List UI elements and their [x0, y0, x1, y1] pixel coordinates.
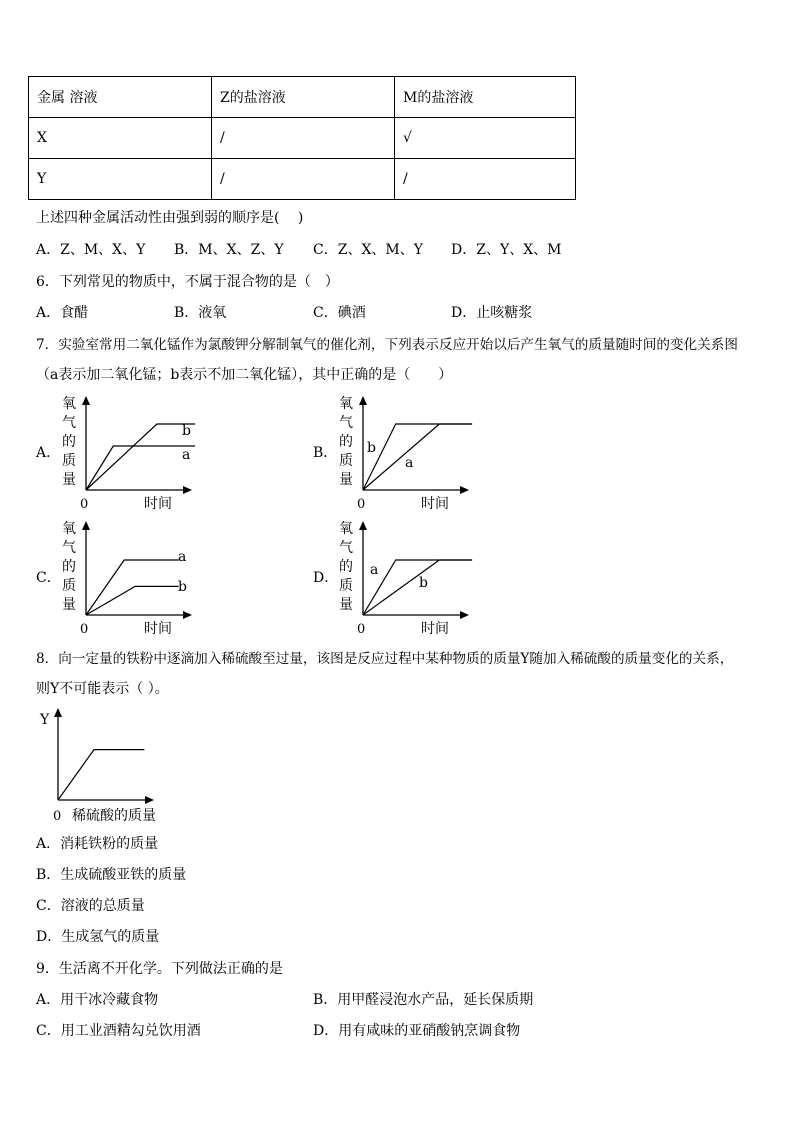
q8-option-b[interactable]: B．生成硫酸亚铁的质量	[36, 867, 187, 883]
y-axis-label-char: 量	[62, 597, 76, 613]
origin-label: 0	[357, 622, 366, 637]
q5-option-d[interactable]: D．Z、Y、X、M	[451, 242, 562, 258]
series-b-label: b	[419, 575, 428, 591]
q7-option-a[interactable]: A．	[36, 445, 61, 461]
x-axis-label: 时间	[144, 621, 172, 637]
y-axis-label-char: 的	[62, 559, 76, 575]
q5-option-a[interactable]: A．Z、M、X、Y	[36, 242, 146, 258]
q9-option-d[interactable]: D．用有咸味的亚硝酸钠烹调食物	[313, 1023, 521, 1039]
table-header-cell: M的盐溶液	[395, 77, 576, 118]
x-axis-label: 稀硫酸的质量	[72, 808, 156, 824]
table-cell: /	[212, 118, 395, 159]
series-a-line	[86, 446, 195, 490]
q5-option-b[interactable]: B．M、X、Z、Y	[174, 242, 284, 258]
x-axis-arrow	[145, 796, 154, 804]
q8-option-a[interactable]: A．消耗铁粉的质量	[36, 836, 159, 852]
q9-option-c[interactable]: C．用工业酒精勾兑饮用酒	[36, 1023, 201, 1039]
table-header-cell: Z的盐溶液	[212, 77, 395, 118]
origin-label: 0	[357, 497, 366, 512]
x-axis-arrow	[460, 611, 469, 619]
series-b-line	[363, 424, 472, 490]
origin-label: 0	[53, 809, 62, 824]
table-row	[29, 159, 576, 200]
chart-q8	[36, 706, 176, 826]
y-axis-label-char: 气	[339, 540, 353, 556]
q6-option-c[interactable]: C．碘酒	[313, 305, 366, 321]
y-axis-label-char: 氧	[62, 521, 76, 537]
series-y-line	[58, 750, 144, 800]
y-axis-arrow	[82, 396, 90, 405]
chart-b	[333, 394, 483, 514]
x-axis-label: 时间	[144, 496, 172, 512]
q5-stem: 上述四种金属活动性由强到弱的顺序是( )	[36, 210, 304, 226]
chart-c	[56, 519, 206, 639]
y-axis-label-char: 气	[62, 415, 76, 431]
y-axis-arrow	[82, 521, 90, 530]
series-a-label: a	[405, 455, 414, 471]
origin-label: 0	[80, 622, 89, 637]
q8-option-c[interactable]: C．溶液的总质量	[36, 898, 145, 914]
series-b-line	[86, 424, 195, 490]
table-row	[29, 118, 576, 159]
q9-stem: 9．生活离不开化学。下列做法正确的是	[36, 961, 283, 977]
q6-option-a[interactable]: A．食醋	[36, 305, 89, 321]
y-axis-arrow	[54, 708, 62, 717]
y-axis-label-char: 量	[62, 472, 76, 488]
y-axis-arrow	[359, 521, 367, 530]
y-axis-arrow	[359, 396, 367, 405]
q8-stem-line1: 8．向一定量的铁粉中逐滴加入稀硫酸至过量，该图是反应过程中某种物质的质量Y随加入稀硫酸的质量变化的关系，	[36, 651, 734, 667]
q7-option-d[interactable]: D．	[313, 570, 339, 586]
y-axis-label-char: 气	[62, 540, 76, 556]
y-axis-label-char: 质	[339, 578, 353, 594]
x-axis-label: 时间	[421, 496, 449, 512]
q7-option-b[interactable]: B．	[313, 445, 338, 461]
q8-option-d[interactable]: D．生成氢气的质量	[36, 929, 160, 945]
q9-option-a[interactable]: A．用干冰冷藏食物	[36, 992, 159, 1008]
y-axis-label-char: 质	[339, 453, 353, 469]
y-axis-label-char: 质	[62, 453, 76, 469]
y-axis-label-char: 氧	[339, 396, 353, 412]
q5-option-c[interactable]: C．Z、X、M、Y	[313, 242, 423, 258]
series-b-label: b	[367, 440, 376, 456]
series-b-label: b	[178, 579, 187, 595]
q9-option-b[interactable]: B．用甲醛浸泡水产品，延长保质期	[313, 992, 534, 1008]
y-axis-label-char: 氧	[339, 521, 353, 537]
table-cell: /	[212, 159, 395, 200]
y-axis-label-char: 的	[62, 434, 76, 450]
y-axis-label: Y	[40, 712, 50, 728]
chart-a	[56, 394, 206, 514]
q6-option-d[interactable]: D．止咳糖浆	[451, 305, 533, 321]
q6-stem: 6．下列常见的物质中，不属于混合物的是（ ）	[36, 274, 339, 290]
table-cell: X	[29, 118, 212, 159]
series-a-label: a	[370, 562, 379, 578]
y-axis-label-char: 量	[339, 472, 353, 488]
table-header-row	[29, 77, 576, 118]
y-axis-label-char: 氧	[62, 396, 76, 412]
x-axis-label: 时间	[421, 621, 449, 637]
series-b-label: b	[182, 423, 191, 439]
series-a-label: a	[178, 549, 187, 565]
table-cell: √	[395, 118, 576, 159]
x-axis-arrow	[183, 486, 192, 494]
x-axis-arrow	[460, 486, 469, 494]
q7-stem-line2: （a表示加二氧化锰；b表示不加二氧化锰），其中正确的是（ ）	[36, 367, 453, 383]
q7-stem-line1: 7．实验室常用二氧化锰作为氯酸钾分解制氧气的催化剂，下列表示反应开始以后产生氧气的质量随时间的变化关系图	[36, 337, 738, 353]
y-axis-label-char: 量	[339, 597, 353, 613]
table-header-cell: 金属 溶液	[29, 77, 212, 118]
series-a-label: a	[182, 447, 191, 463]
series-b-line	[86, 586, 179, 615]
q8-stem-line2: 则Y不可能表示（ ）。	[36, 681, 169, 697]
q6-option-b[interactable]: B．液氧	[174, 305, 227, 321]
y-axis-label-char: 的	[339, 559, 353, 575]
metal-reaction-table	[28, 76, 576, 200]
y-axis-label-char: 气	[339, 415, 353, 431]
series-a-line	[363, 560, 472, 615]
q7-option-c[interactable]: C．	[36, 570, 61, 586]
table-cell: /	[395, 159, 576, 200]
y-axis-label-char: 的	[339, 434, 353, 450]
origin-label: 0	[80, 497, 89, 512]
y-axis-label-char: 质	[62, 578, 76, 594]
x-axis-arrow	[183, 611, 192, 619]
table-cell: Y	[29, 159, 212, 200]
chart-d	[333, 519, 483, 639]
